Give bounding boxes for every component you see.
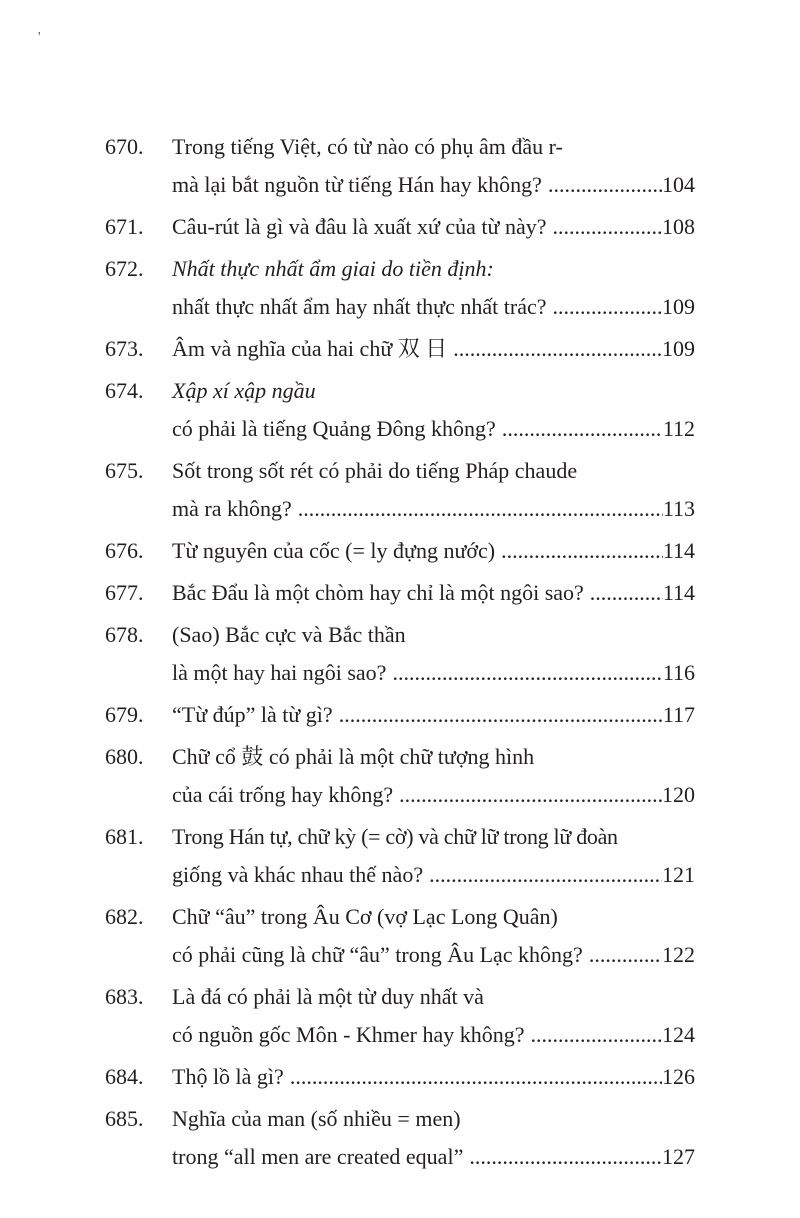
entry-title-line2: là một hay hai ngôi sao?: [172, 660, 387, 685]
entry-title-line1: “Từ đúp” là từ gì?: [172, 702, 333, 727]
dot-leader: [284, 1058, 662, 1096]
entry-title-line1: Xập xí xập ngầu: [172, 378, 316, 403]
entry-title-line1: Trong tiếng Việt, có từ nào có phụ âm đầu r-: [172, 134, 563, 159]
toc-entry-679[interactable]: [105, 696, 695, 734]
entry-number: 681.: [105, 824, 144, 849]
entry-title-line1: Là đá có phải là một từ duy nhất và: [172, 984, 484, 1009]
entry-number: 678.: [105, 622, 144, 647]
entry-page-number: 122: [662, 942, 695, 967]
toc-entry-683[interactable]: [105, 978, 695, 1054]
entry-page-number: 117: [662, 702, 695, 727]
entry-number: 682.: [105, 904, 144, 929]
entry-title-line2: của cái trống hay không?: [172, 782, 394, 807]
entry-page-number: 113: [662, 496, 695, 521]
entry-number: 671.: [105, 214, 144, 239]
entry-title-line1: Câu-rút là gì và đâu là xuất xứ của từ này?: [172, 214, 547, 239]
toc-entry-671[interactable]: [105, 208, 695, 246]
dot-leader: [447, 330, 662, 368]
toc-entry-682[interactable]: [105, 898, 695, 974]
entry-page-number: 124: [662, 1022, 695, 1047]
entry-title-line1: Nghĩa của man (số nhiều = men): [172, 1106, 461, 1131]
entry-title-line1: Âm và nghĩa của hai chữ 双 日: [172, 336, 448, 361]
dot-leader: [583, 936, 662, 974]
toc-entry-684[interactable]: [105, 1058, 695, 1096]
entry-number: 677.: [105, 580, 144, 605]
entry-number: 683.: [105, 984, 144, 1009]
entry-page-number: 109: [662, 336, 695, 361]
toc-entry-672[interactable]: [105, 250, 695, 326]
dot-leader: [584, 574, 663, 612]
dot-leader: [542, 166, 662, 204]
dot-leader: [292, 490, 663, 528]
entry-title-line2: nhất thực nhất ẩm hay nhất thực nhất trác?: [172, 294, 547, 319]
dot-leader: [547, 208, 663, 246]
entry-page-number: 127: [662, 1144, 695, 1169]
toc-entry-681[interactable]: [105, 818, 695, 894]
dot-leader: [495, 532, 663, 570]
entry-page-number: 126: [662, 1064, 695, 1089]
entry-number: 684.: [105, 1064, 144, 1089]
entry-page-number: 121: [662, 862, 695, 887]
entry-title-line2: có phải cũng là chữ “âu” trong Âu Lạc không?: [172, 942, 583, 967]
dot-leader: [496, 410, 663, 448]
entry-title-line1: (Sao) Bắc cực và Bắc thần: [172, 622, 406, 647]
entry-number: 675.: [105, 458, 144, 483]
dot-leader: [333, 696, 663, 734]
entry-title-line1: Từ nguyên của cốc (= ly đựng nước): [172, 538, 496, 563]
entry-number: 672.: [105, 256, 144, 281]
toc-entry-685[interactable]: [105, 1100, 695, 1176]
dot-leader: [525, 1016, 662, 1054]
toc-entry-675[interactable]: [105, 452, 695, 528]
entry-page-number: 112: [662, 416, 695, 441]
entry-title-line2: có phải là tiếng Quảng Đông không?: [172, 416, 496, 441]
dot-leader: [423, 856, 662, 894]
table-of-contents: [105, 128, 695, 1176]
entry-title-line2: trong “all men are created equal”: [172, 1144, 464, 1169]
dot-leader: [463, 1138, 662, 1176]
entry-title-line1: Chữ “âu” trong Âu Cơ (vợ Lạc Long Quân): [172, 904, 558, 929]
toc-entry-677[interactable]: [105, 574, 695, 612]
entry-number: 680.: [105, 744, 144, 769]
entry-page-number: 116: [662, 660, 695, 685]
entry-title-line2: giống và khác nhau thế nào?: [172, 862, 424, 887]
entry-title-line1: Thộ lồ là gì?: [172, 1064, 284, 1089]
toc-entry-676[interactable]: [105, 532, 695, 570]
entry-title-line1: Chữ cổ 鼓 có phải là một chữ tượng hình: [172, 744, 535, 769]
dot-leader: [393, 776, 662, 814]
toc-entry-678[interactable]: [105, 616, 695, 692]
entry-number: 673.: [105, 336, 144, 361]
entry-number: 676.: [105, 538, 144, 563]
dot-leader: [386, 654, 662, 692]
entry-page-number: 114: [662, 538, 695, 563]
entry-title-line2: mà lại bắt nguồn từ tiếng Hán hay không?: [172, 172, 542, 197]
toc-entry-670[interactable]: [105, 128, 695, 204]
entry-page-number: 109: [662, 294, 695, 319]
entry-page-number: 108: [662, 214, 695, 239]
entry-title-line1: Nhất thực nhất ẩm giai do tiền định:: [172, 256, 494, 281]
entry-title-line1: Sốt trong sốt rét có phải do tiếng Pháp chaude: [172, 458, 578, 483]
entry-page-number: 114: [662, 580, 695, 605]
dot-leader: [546, 288, 662, 326]
toc-entry-680[interactable]: [105, 738, 695, 814]
entry-title-line1: Bắc Đẩu là một chòm hay chỉ là một ngôi sao?: [172, 580, 584, 605]
entry-number: 679.: [105, 702, 144, 727]
entry-number: 674.: [105, 378, 144, 403]
entry-title-line1: Trong Hán tự, chữ kỳ (= cờ) và chữ lữ trong lữ đoàn: [172, 824, 618, 849]
entry-number: 685.: [105, 1106, 144, 1131]
entry-title-line2: mà ra không?: [172, 496, 292, 521]
toc-entry-674[interactable]: [105, 372, 695, 448]
entry-number: 670.: [105, 134, 144, 159]
entry-page-number: 104: [662, 172, 695, 197]
entry-page-number: 120: [662, 782, 695, 807]
stray-mark: ': [38, 30, 41, 45]
entry-title-line2: có nguồn gốc Môn - Khmer hay không?: [172, 1022, 525, 1047]
toc-entry-673[interactable]: [105, 330, 695, 368]
